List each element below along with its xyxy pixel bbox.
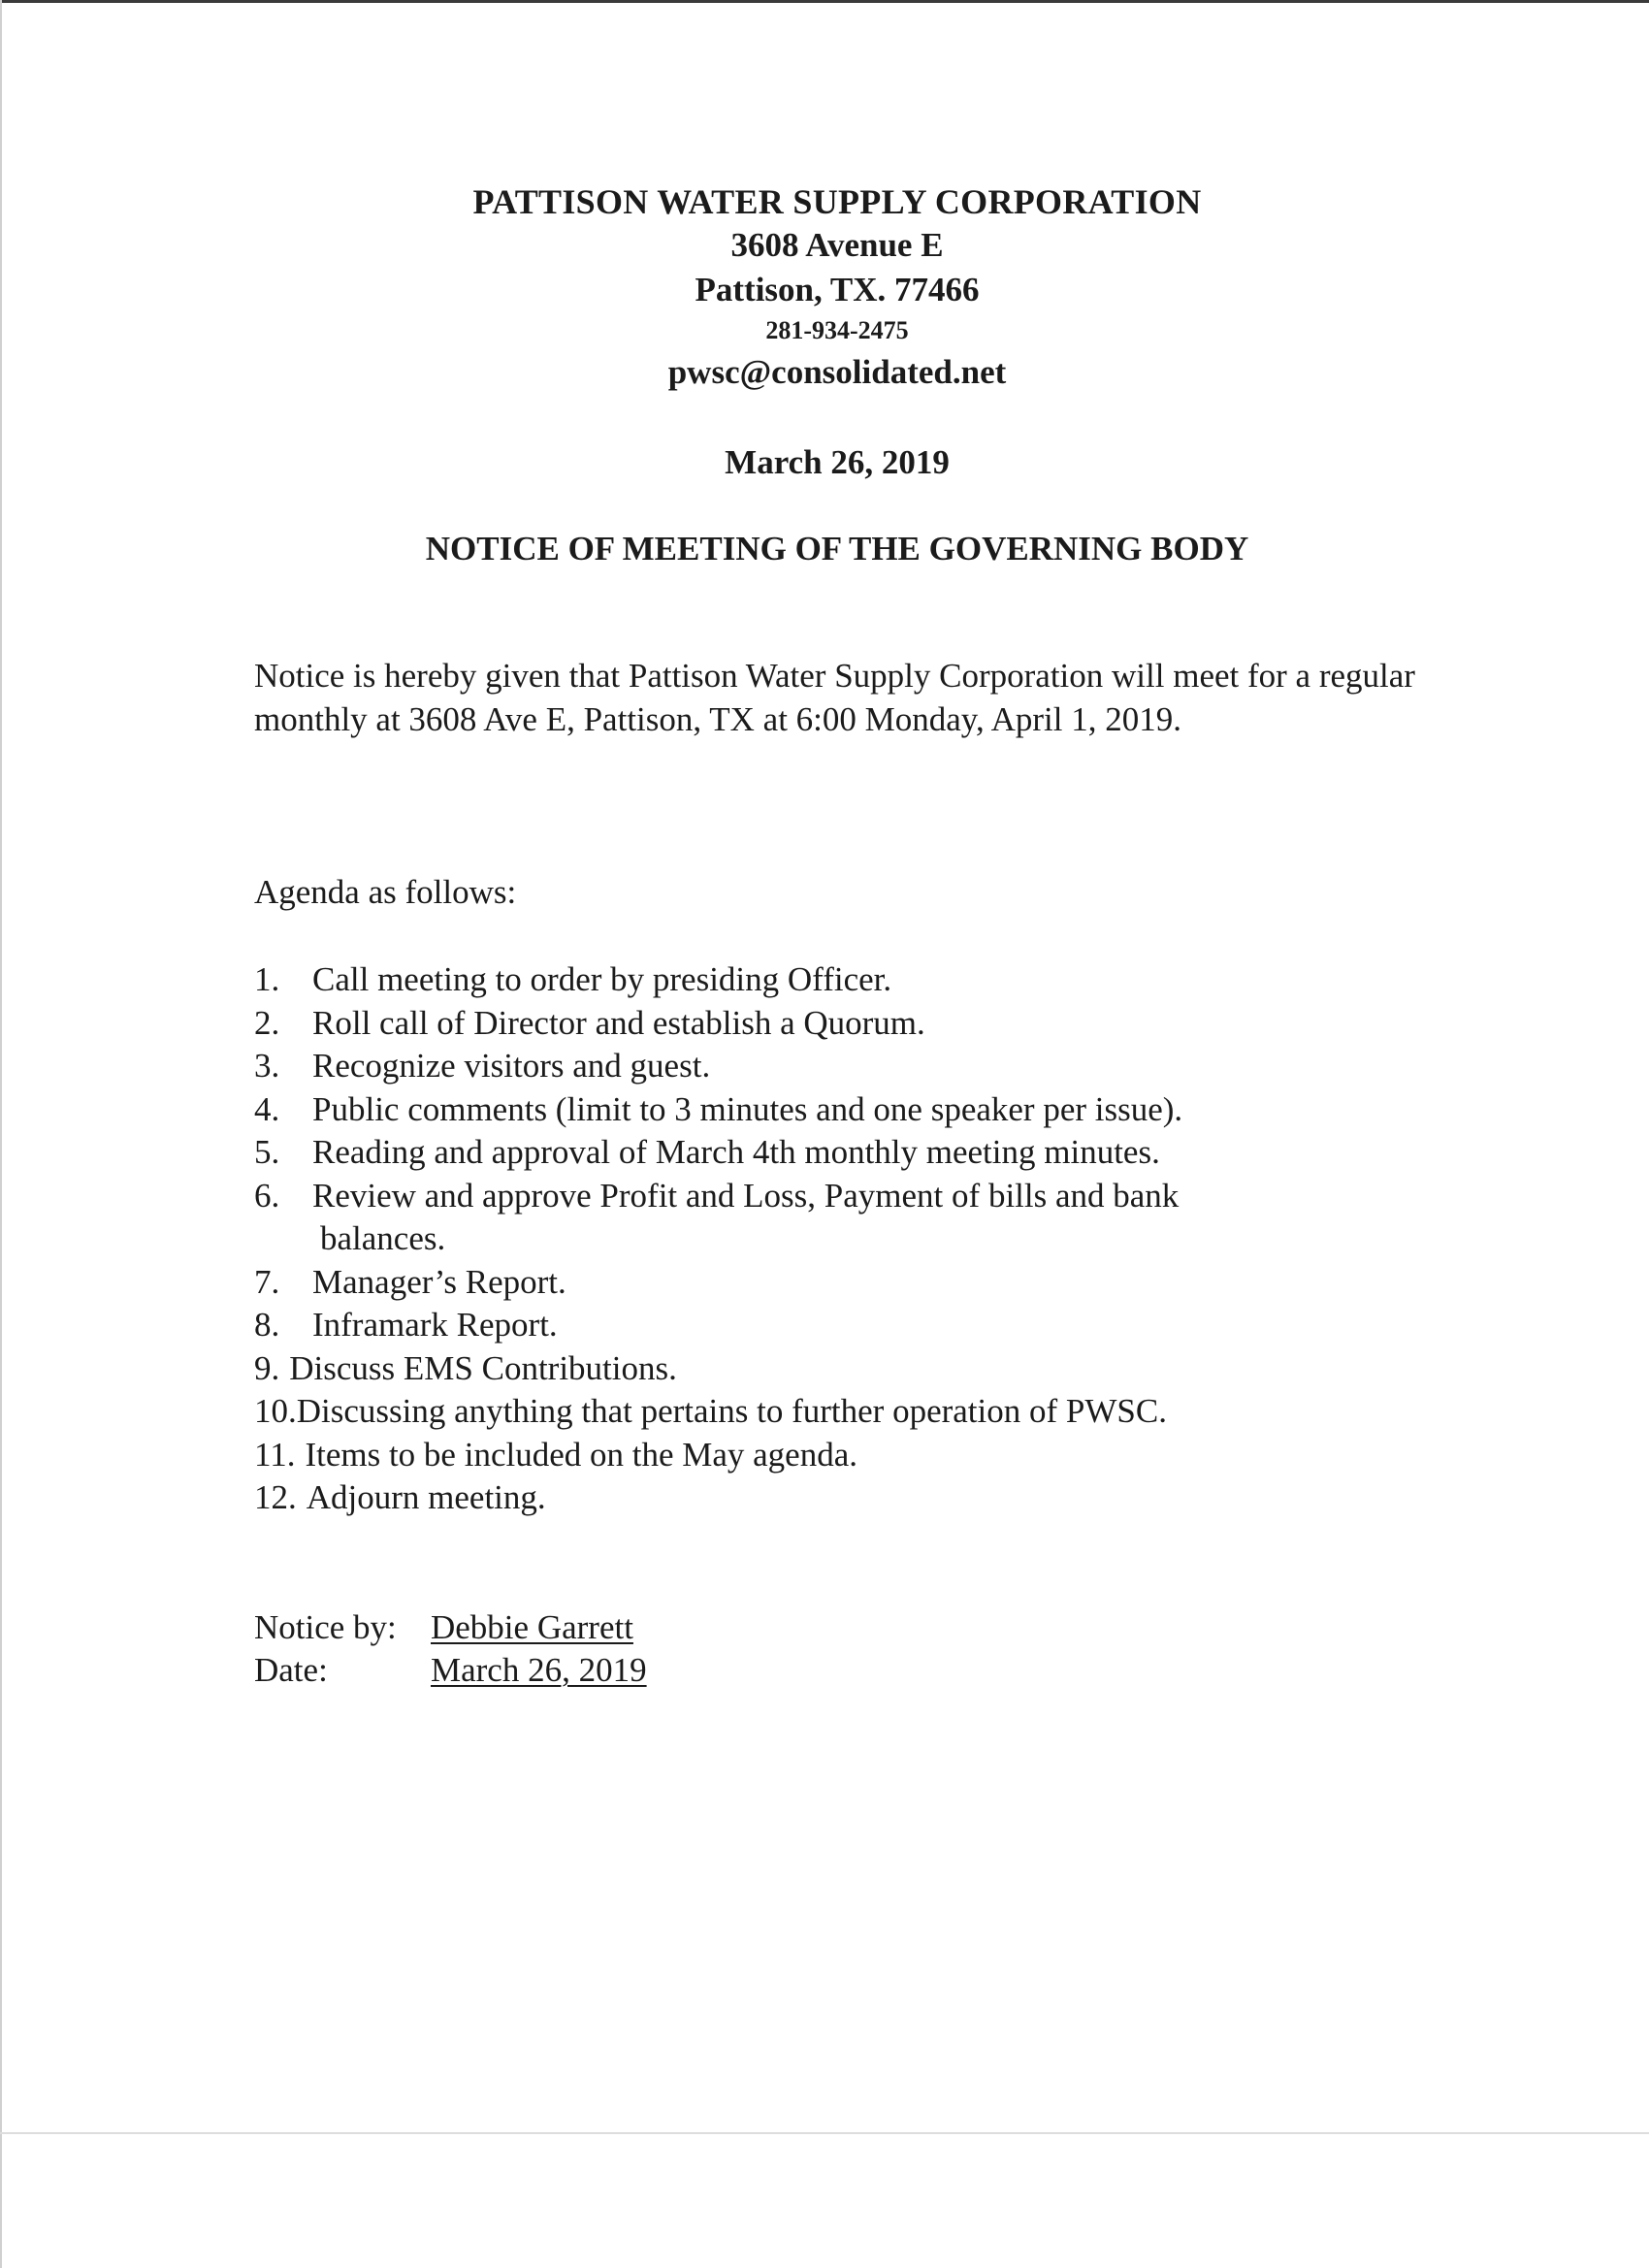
agenda-item-number: 5. [254,1133,280,1171]
agenda-item-number: 7. [254,1262,280,1301]
agenda-list [254,958,1418,1520]
agenda-item-number: 8. [254,1306,280,1344]
organization-name: PATTISON WATER SUPPLY CORPORATION [472,182,1202,221]
agenda-item-text: Manager’s Report. [312,1262,566,1301]
notice-date: March 26, 2019 [725,443,950,481]
agenda-item [254,1002,1418,1046]
agenda-item-text: Inframark Report. [312,1306,558,1344]
address-line-2: Pattison, TX. 77466 [695,271,980,308]
signoff-date-label: Date: [254,1651,328,1689]
signoff-date-row [254,1649,647,1692]
notice-by-row [254,1606,647,1649]
agenda-item [254,1347,1418,1391]
agenda-item-number: 3. [254,1047,280,1085]
agenda-item-continuation: balances. [320,1219,446,1257]
address-line-1: 3608 Avenue E [730,226,944,264]
agenda-item [254,1434,1418,1477]
letterhead [0,180,1649,396]
agenda-item-text: Recognize visitors and guest. [312,1047,711,1085]
agenda-item-number: 4. [254,1089,280,1128]
agenda-item-text: Roll call of Director and establish a Quorum. [312,1003,925,1042]
agenda-item-number: 11. [254,1435,296,1474]
notice-by-label: Notice by: [254,1608,397,1646]
agenda-item [254,1175,1418,1261]
agenda-item [254,1304,1418,1347]
agenda-item-text: Reading and approval of March 4th monthly meeting minutes. [312,1133,1160,1171]
agenda-item-text: Review and approve Profit and Loss, Payment of bills and bank [312,1176,1180,1215]
agenda-item-number: 10. [254,1392,297,1430]
agenda-item-text: Adjourn meeting. [306,1478,546,1516]
phone-number: 281-934-2475 [765,316,909,344]
agenda-item-text: Discussing anything that pertains to further operation of PWSC. [296,1392,1167,1430]
scan-top-edge [0,0,1649,3]
agenda-item-text: Public comments (limit to 3 minutes and one speaker per issue). [312,1089,1183,1128]
agenda-item-number: 2. [254,1003,280,1042]
signoff-block [254,1606,647,1692]
agenda-item-number: 12. [254,1478,297,1516]
agenda-item-number: 9. [254,1348,280,1387]
agenda-item [254,958,1418,1002]
agenda-item-text: Call meeting to order by presiding Officer. [312,960,892,998]
notice-by-value: Debbie Garrett [431,1608,633,1646]
notice-paragraph: Notice is hereby given that Pattison Water Supply Corporation will meet for a regular monthly at 3608 Ave E, Pattison, TX at 6:00 Monday, April 1, 2019. [254,657,1415,738]
agenda-item [254,1045,1418,1088]
agenda-intro: Agenda as follows: [254,873,517,911]
agenda-item-text: Items to be included on the May agenda. [305,1435,858,1474]
agenda-item [254,1131,1418,1175]
agenda-item [254,1261,1418,1305]
notice-title: NOTICE OF MEETING OF THE GOVERNING BODY [425,530,1249,567]
agenda-item-text: Discuss EMS Contributions. [289,1348,677,1387]
agenda-item [254,1476,1418,1520]
agenda-item-number: 6. [254,1176,280,1215]
agenda-item-text-wrapper [312,1175,1418,1261]
signoff-date-value: March 26, 2019 [431,1651,647,1689]
agenda-item-number: 1. [254,960,280,998]
agenda-item [254,1390,1418,1434]
scan-bottom-edge [0,2132,1649,2134]
agenda-item [254,1088,1418,1132]
email-address: pwsc@consolidated.net [667,353,1007,391]
